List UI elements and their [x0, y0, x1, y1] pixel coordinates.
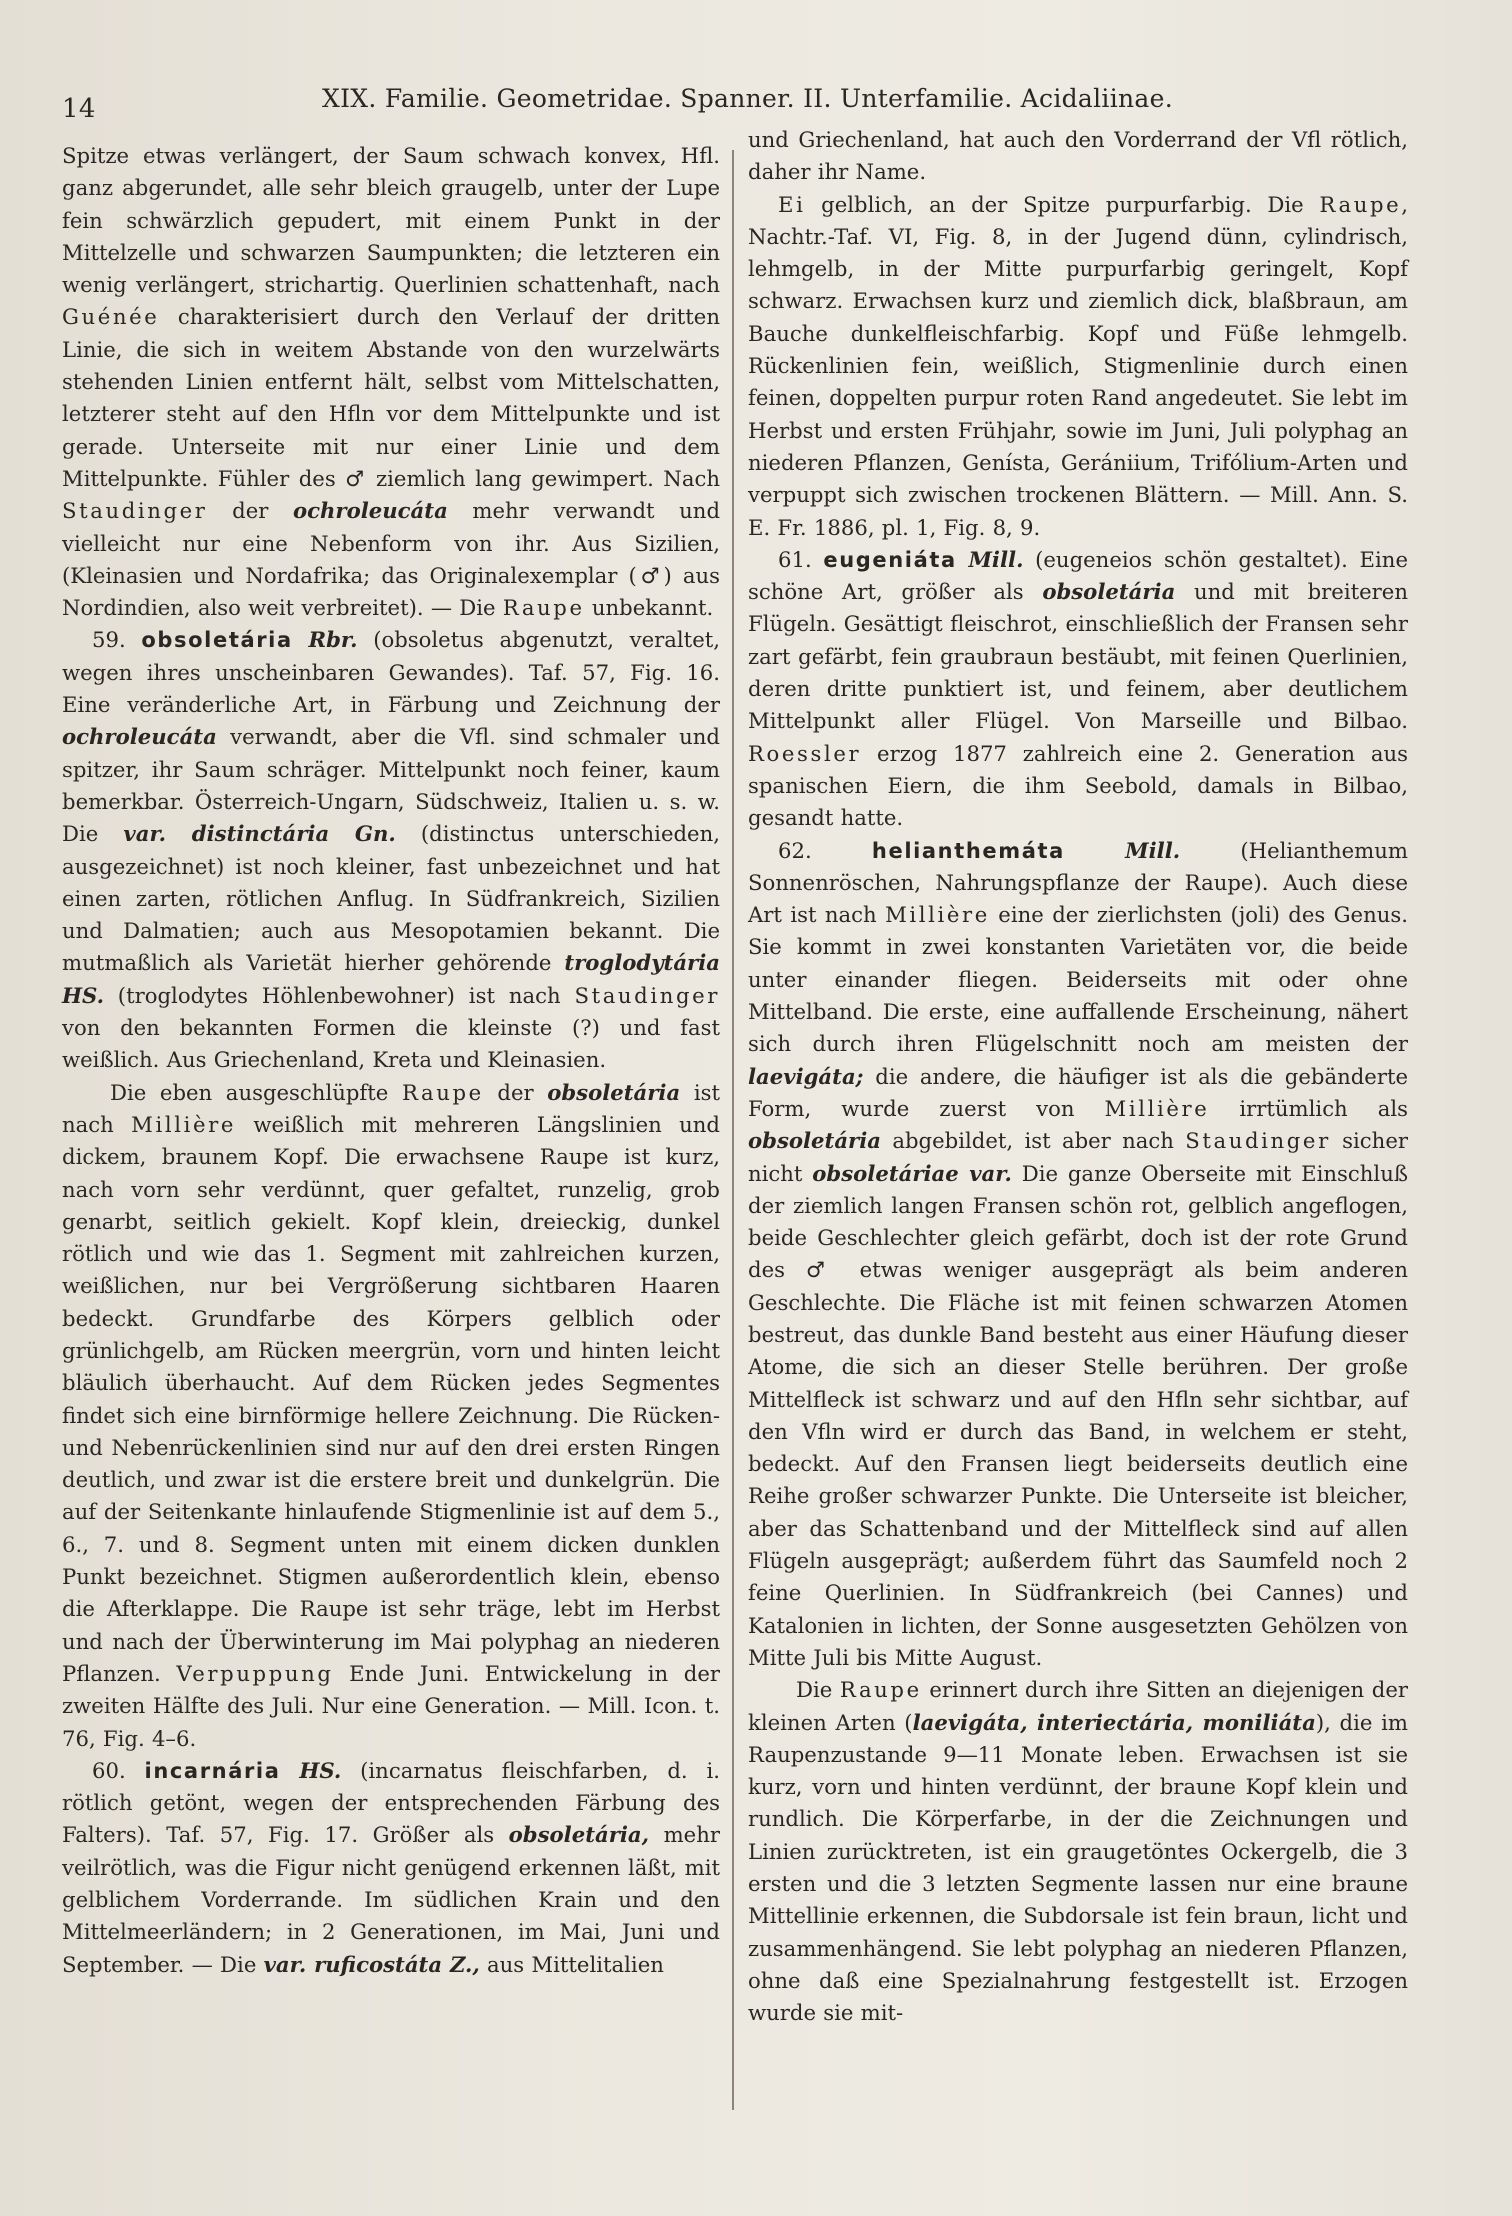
- column-divider: [732, 150, 734, 2110]
- paragraph-raupe-helianthemata: Die Raupe erinnert durch ihre Sitten an diejenigen der kleinen Arten (laevigáta, interiectária, moniliáta), die im Raupenzustande 9—11 Monate leben. Erwachsen ist sie kurz, vorn und hinten verdünnt, der braune Kopf klein und rundlich. Die Körperfarbe, in der die Zeichnungen und Linien zurücktreten, ist ein graugetöntes Ockergelb, die 3 ersten und die 3 letzten Segmente lassen nur eine braune Mittellinie erkennen, die Subdorsale ist fein braun, licht und zusammenhängend. Sie lebt polyphag an niederen Pflanzen, ohne daß eine Spezialnahrung festgestellt ist. Erzogen wurde sie mit-: [748, 1677, 1408, 2026]
- entry-incarnaria: 60. incarnária HS. (incarnatus fleischfarben, d. i. rötlich getönt, wegen der entsprechenden Färbung des Falters). Taf. 57, Fig. 17. Größer als obsoletária, mehr veilrötlich, was die Figur nicht genügend erkennen läßt, mit gelblichem Vorderrande. Im südlichen Krain und den Mittelmeerländern; in 2 Generationen, im Mai, Juni und September. — Die var. ruficostáta Z., aus Mittelitalien: [62, 1757, 720, 1977]
- paragraph-ei-raupe: Ei gelblich, an der Spitze purpurfarbig. Die Raupe, Nachtr.-Taf. VI, Fig. 8, in der Jugend dünn, cylindrisch, lehmgelb, in der Mitte purpurfarbig geringelt, Kopf schwarz. Erwachsen kurz und ziemlich dick, blaßbraun, am Bauche dunkelfleischfarbig. Kopf und Füße lehmgelb. Rückenlinien fein, weißlich, Stigmenlinie durch einen feinen, doppelten purpur roten Rand angedeutet. Sie lebt im Herbst und ersten Frühjahr, sowie im Juni, Juli polyphag an niederen Pflanzen, Genísta, Gerániium, Trifólium-Arten und verpuppt sich zwischen trockenen Blättern. — Mill. Ann. S. E. Fr. 1886, pl. 1, Fig. 8, 9.: [748, 191, 1408, 540]
- entry-obsoletaria: 59. obsoletária Rbr. (obsoletus abgenutzt, veraltet, wegen ihres unscheinbaren Gewandes). Taf. 57, Fig. 16. Eine veränderliche Art, in Färbung und Zeichnung der ochroleucáta verwandt, aber die Vfl. sind schmaler und spitzer, ihr Saum schräger. Mittelpunkt noch feiner, kaum bemerkbar. Österreich-Ungarn, Südschweiz, Italien u. s. w. Die var. distinctária Gn. (distinctus unterschieden, ausgezeichnet) ist noch kleiner, fast unbezeichnet und hat einen zarten, rötlichen Anflug. In Südfrankreich, Sizilien und Dalmatien; auch aus Mesopotamien bekannt. Die mutmaßlich als Varietät hierher gehörende troglodytária HS. (troglodytes Höhlenbewohner) ist nach Staudinger von den bekannten Formen die kleinste (?) und fast weißlich. Aus Griechenland, Kreta und Kleinasien.: [62, 627, 720, 1073]
- entry-eugeniata: 61. eugeniáta Mill. (eugeneios schön gestaltet). Eine schöne Art, größer als obsoletária und mit breiteren Flügeln. Gesättigt fleischrot, einschließlich der Fransen sehr zart gefärbt, fein graubraun bestäubt, mit feinen Querlinien, deren dritte punktiert ist, und feinem, aber deutlichem Mittelpunkt aller Flügel. Von Marseille und Bilbao. Roessler erzog 1877 zahlreich eine 2. Generation aus spanischen Eiern, die ihm Seebold, damals in Bilbao, gesandt hatte.: [748, 546, 1408, 831]
- paragraph-continuation: Spitze etwas verlängert, der Saum schwach konvex, Hfl. ganz abgerundet, alle sehr bleich graugelb, unter der Lupe fein schwärzlich gepudert, mit einem Punkt in der Mittelzelle und schwarzen Saumpunkten; die letzteren ein wenig verlängert, strichartig. Querlinien schattenhaft, nach Guénée charakterisiert durch den Verlauf der dritten Linie, die sich in weitem Abstande von den wurzelwärts stehenden Linien entfernt hält, selbst vom Mittelschatten, letzterer steht auf den Hfln vor dem Mittelpunkte und ist gerade. Unterseite mit nur einer Linie und dem Mittelpunkte. Fühler des ♂ ziemlich lang gewimpert. Nach Staudinger der ochroleucáta mehr verwandt und vielleicht nur eine Nebenform von ihr. Aus Sizilien, (Kleinasien und Nordafrika; das Originalexemplar (♂) aus Nordindien, also weit verbreitet). — Die Raupe unbekannt.: [62, 143, 721, 621]
- right-column: [748, 124, 1408, 2030]
- left-column: [62, 140, 720, 1981]
- species-name: incarnária: [144, 1758, 281, 1783]
- running-title: XIX. Familie. Geometridae. Spanner. II. Unterfamilie. Acidaliinae.: [322, 84, 1173, 113]
- species-name: eugeniáta: [823, 547, 957, 572]
- paragraph-continuation: und Griechenland, hat auch den Vorderrand der Vfl rötlich, daher ihr Name.: [748, 127, 1408, 185]
- page-header: [60, 74, 1480, 124]
- species-name: helianthemáta: [871, 838, 1065, 863]
- paragraph-raupe-obsoletaria: Die eben ausgeschlüpfte Raupe der obsoletária ist nach Millière weißlich mit mehreren Längslinien und dickem, braunem Kopf. Die erwachsene Raupe ist kurz, nach vorn sehr verdünnt, quer gefaltet, runzelig, grob genarbt, seitlich gekielt. Kopf klein, dreieckig, dunkel rötlich und wie das 1. Segment mit zahlreichen kurzen, weißlichen, nur bei Vergrößerung sichtbaren Haaren bedeckt. Grundfarbe des Körpers gelblich oder grünlichgelb, am Rücken meergrün, vorn und hinten leicht bläulich überhaucht. Auf dem Rücken jedes Segmentes findet sich eine birnförmige hellere Zeichnung. Die Rücken- und Nebenrückenlinien sind nur auf den drei ersten Ringen deutlich, und zwar ist die erstere breit und dunkelgrün. Die auf der Seitenkante hinlaufende Stigmenlinie ist auf dem 5., 6., 7. und 8. Segment unten mit einem dicken dunklen Punkt bezeichnet. Stigmen außerordentlich klein, ebenso die Afterklappe. Die Raupe ist sehr träge, lebt im Herbst und nach der Überwinterung im Mai polyphag an niederen Pflanzen. Verpuppung Ende Juni. Entwickelung in der zweiten Hälfte des Juli. Nur eine Generation. — Mill. Icon. t. 76, Fig. 4–6.: [62, 1079, 721, 1751]
- page-number: 14: [62, 94, 96, 124]
- entry-helianthemata: 62. helianthemáta Mill. (Helianthemum Sonnenröschen, Nahrungspflanze der Raupe). Auch diese Art ist nach Millière eine der zierlichsten (joli) des Genus. Sie kommt in zwei konstanten Varietäten vor, die beide unter einander fliegen. Beiderseits mit oder ohne Mittelband. Die erste, eine auffallende Erscheinung, nähert sich durch ihren Flügelschnitt noch am meisten der laevigáta; die andere, die häufiger ist als die gebänderte Form, wurde zuerst von Millière irrtümlich als obsoletária abgebildet, ist aber nach Staudinger sicher nicht obsoletáriae var. Die ganze Oberseite mit Einschluß der ziemlich langen Fransen schön rot, gelblich angeflogen, beide Geschlechter gleich gefärbt, doch ist der rote Grund des ♂ etwas weniger ausgeprägt als beim anderen Geschlechte. Die Fläche ist mit feinen schwarzen Atomen bestreut, das dunkle Band besteht aus einer Häufung dieser Atome, die sich an dieser Stelle berühren. Der große Mittelfleck ist schwarz und auf den Hfln sehr sichtbar, auf den Vfln wird er durch das Band, in welchem er steht, bedeckt. Auf den Fransen liegt beiderseits deutlich eine Reihe großer schwarzer Punkte. Die Unterseite ist bleicher, aber das Schattenband und der Mittelfleck sind auf allen Flügeln ausgeprägt; außerdem führt das Saumfeld noch 2 feine Querlinien. In Südfrankreich (bei Cannes) und Katalonien in lichten, der Sonne ausgesetzten Gehölzen von Mitte Juli bis Mitte August.: [748, 837, 1409, 1670]
- species-name: obsoletária: [141, 628, 293, 653]
